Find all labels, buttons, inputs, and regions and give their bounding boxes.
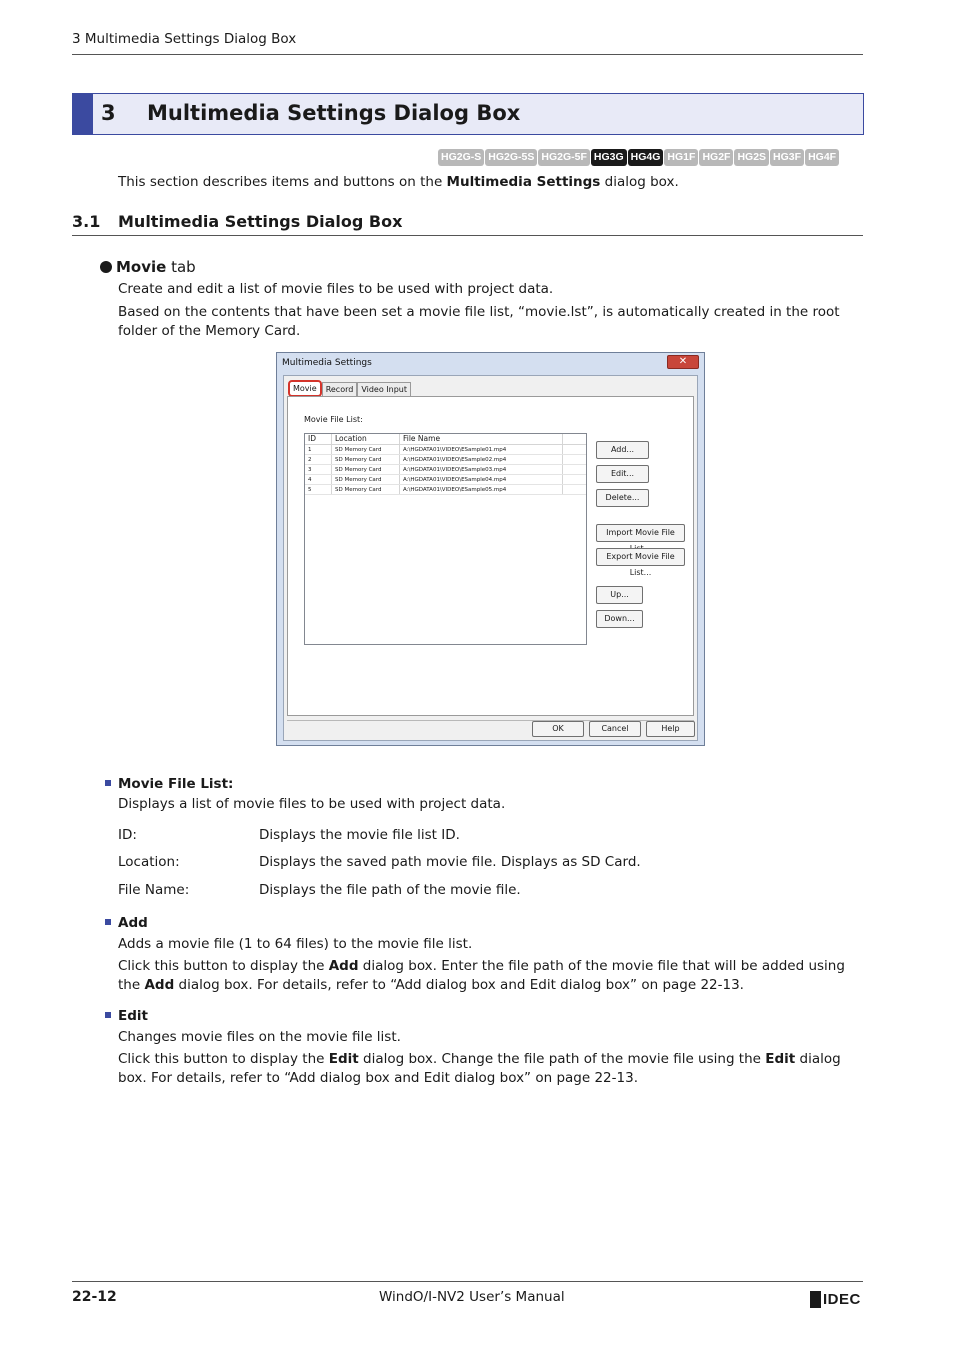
model-badge-active: HG4G — [628, 149, 664, 166]
square-bullet-icon — [105, 919, 111, 925]
cancel-button[interactable]: Cancel — [589, 721, 641, 737]
chapter-tab-marker — [72, 93, 93, 135]
cell-file-name: A:\HGDATA01\VIDEO\ESample03.mp4 — [400, 465, 563, 474]
ok-button[interactable]: OK — [532, 721, 584, 737]
square-bullet-icon — [105, 780, 111, 786]
chapter-title-box — [72, 93, 864, 135]
table-row[interactable] — [305, 445, 586, 455]
movie-file-list-heading — [105, 776, 233, 792]
cell-filler — [563, 475, 586, 484]
edit-detail-text: dialog box. For details, refer to “Add dialog box and Edit dialog box” on page 22-13. — [118, 1051, 841, 1086]
model-badge: HG2G-5F — [538, 149, 590, 166]
cell-id: 5 — [305, 485, 332, 494]
movie-file-list[interactable] — [304, 433, 587, 645]
edit-desc: Changes movie files on the movie file list. — [118, 1029, 401, 1045]
cell-location: SD Memory Card — [332, 455, 400, 464]
add-heading — [105, 915, 148, 931]
add-heading-text: Add — [118, 915, 148, 931]
close-icon[interactable]: ✕ — [667, 355, 699, 369]
intro-paragraph — [118, 173, 863, 192]
movie-file-list-desc: Displays a list of movie files to be used with project data. — [118, 796, 506, 812]
down-button[interactable]: Down... — [596, 610, 643, 628]
cell-file-name: A:\HGDATA01\VIDEO\ESample02.mp4 — [400, 455, 563, 464]
chapter-number: 3 — [101, 101, 116, 125]
edit-detail-bold: Edit — [328, 1051, 359, 1067]
tab-record[interactable]: Record — [322, 382, 358, 397]
movie-file-list-heading-text: Movie File List: — [118, 776, 234, 792]
add-detail-text: Click this button to display the — [118, 958, 329, 974]
cell-location: SD Memory Card — [332, 475, 400, 484]
section-number: 3.1 — [72, 212, 101, 231]
model-badge: HG2F — [699, 149, 733, 166]
page-number: 22-12 — [72, 1289, 117, 1305]
dialog-tabbar — [288, 380, 411, 397]
cell-id: 1 — [305, 445, 332, 454]
model-badge: HG2G-5S — [485, 149, 537, 166]
add-desc: Adds a movie file (1 to 64 files) to the movie file list. — [118, 936, 473, 952]
add-detail — [118, 957, 863, 995]
section-heading — [72, 212, 863, 236]
tab-video-input[interactable]: Video Input — [357, 382, 411, 397]
movie-tab-heading — [100, 258, 196, 276]
model-badge-active: HG3G — [591, 149, 627, 166]
def-desc-file-name: Displays the file path of the movie file. — [259, 882, 521, 898]
model-badge: HG1F — [664, 149, 698, 166]
dialog-title: Multimedia Settings — [282, 358, 372, 368]
cell-file-name: A:\HGDATA01\VIDEO\ESample04.mp4 — [400, 475, 563, 484]
footer-rule — [72, 1281, 863, 1282]
add-detail-bold: Add — [328, 958, 359, 974]
edit-heading — [105, 1008, 148, 1024]
intro-text: This section describes items and buttons on the — [118, 174, 447, 190]
idec-logo — [810, 1290, 861, 1308]
section-title: Multimedia Settings Dialog Box — [118, 212, 403, 231]
movie-tab-heading-rest: tab — [166, 258, 196, 276]
dialog-body — [283, 375, 698, 741]
model-badge: HG2G-S — [438, 149, 484, 166]
manual-title: WindO/I-NV2 User’s Manual — [379, 1289, 565, 1305]
multimedia-settings-dialog — [276, 352, 705, 746]
def-desc-id: Displays the movie file list ID. — [259, 827, 460, 843]
cell-filler — [563, 445, 586, 454]
movie-file-list-label: Movie File List: — [304, 415, 363, 424]
table-row[interactable] — [305, 485, 586, 495]
movie-tab-panel — [287, 396, 694, 716]
def-desc-location: Displays the saved path movie file. Displays as SD Card. — [259, 854, 641, 870]
column-header-filler — [563, 434, 586, 444]
header-rule — [72, 54, 863, 55]
cell-id: 3 — [305, 465, 332, 474]
add-detail-text: dialog box. Enter the file path of the movie file that will be added using the — [118, 958, 845, 993]
cell-location: SD Memory Card — [332, 465, 400, 474]
column-header-location[interactable]: Location — [332, 434, 400, 444]
model-badges — [438, 149, 839, 166]
help-button[interactable]: Help — [646, 721, 695, 737]
bullet-dot-icon — [100, 261, 112, 273]
edit-button[interactable]: Edit... — [596, 465, 649, 483]
export-movie-file-list-button[interactable]: Export Movie File List... — [596, 548, 685, 566]
column-header-id[interactable]: ID — [305, 434, 332, 444]
import-movie-file-list-button[interactable]: Import Movie File — [596, 524, 685, 542]
list-header — [305, 434, 586, 445]
intro-text-end: dialog box. — [600, 174, 679, 190]
edit-detail-text: Click this button to display the — [118, 1051, 329, 1067]
cell-filler — [563, 455, 586, 464]
cell-file-name: A:\HGDATA01\VIDEO\ESample01.mp4 — [400, 445, 563, 454]
cell-location: SD Memory Card — [332, 445, 400, 454]
cell-id: 4 — [305, 475, 332, 484]
idec-logo-text: IDEC — [823, 1290, 861, 1308]
model-badge: HG3F — [770, 149, 804, 166]
movie-tab-para1: Create and edit a list of movie files to be used with project data. — [118, 281, 554, 297]
column-header-file-name[interactable]: File Name — [400, 434, 563, 444]
edit-heading-text: Edit — [118, 1008, 148, 1024]
table-row[interactable] — [305, 465, 586, 475]
add-detail-text: dialog box. For details, refer to “Add dialog box and Edit dialog box” on page 22-13. — [174, 977, 744, 993]
add-button[interactable]: Add... — [596, 441, 649, 459]
cell-filler — [563, 485, 586, 494]
add-detail-bold: Add — [144, 977, 175, 993]
delete-button[interactable]: Delete... — [596, 489, 649, 507]
def-term-id: ID: — [118, 827, 137, 843]
idec-logo-mark-icon — [810, 1291, 821, 1308]
intro-bold: Multimedia Settings — [446, 174, 601, 190]
cell-id: 2 — [305, 455, 332, 464]
table-row[interactable] — [305, 455, 586, 465]
movie-tab-heading-bold: Movie — [116, 258, 167, 276]
cell-filler — [563, 465, 586, 474]
square-bullet-icon — [105, 1012, 111, 1018]
def-term-file-name: File Name: — [118, 882, 190, 898]
edit-detail-bold: Edit — [765, 1051, 796, 1067]
tab-movie[interactable]: Movie — [288, 380, 322, 397]
edit-detail-text: dialog box. Change the file path of the movie file using the — [358, 1051, 766, 1067]
edit-detail — [118, 1050, 863, 1088]
movie-tab-para2: Based on the contents that have been set a movie file list, “movie.lst”, is automatically created in the root folder of the Memory Card. — [118, 304, 840, 339]
up-button[interactable]: Up... — [596, 586, 643, 604]
model-badge: HG2S — [734, 149, 769, 166]
cell-location: SD Memory Card — [332, 485, 400, 494]
table-row[interactable] — [305, 475, 586, 485]
running-header: 3 Multimedia Settings Dialog Box — [72, 31, 297, 47]
def-term-location: Location: — [118, 854, 180, 870]
chapter-title: Multimedia Settings Dialog Box — [147, 101, 521, 125]
model-badge: HG4F — [805, 149, 839, 166]
cell-file-name: A:\HGDATA01\VIDEO\ESample05.mp4 — [400, 485, 563, 494]
